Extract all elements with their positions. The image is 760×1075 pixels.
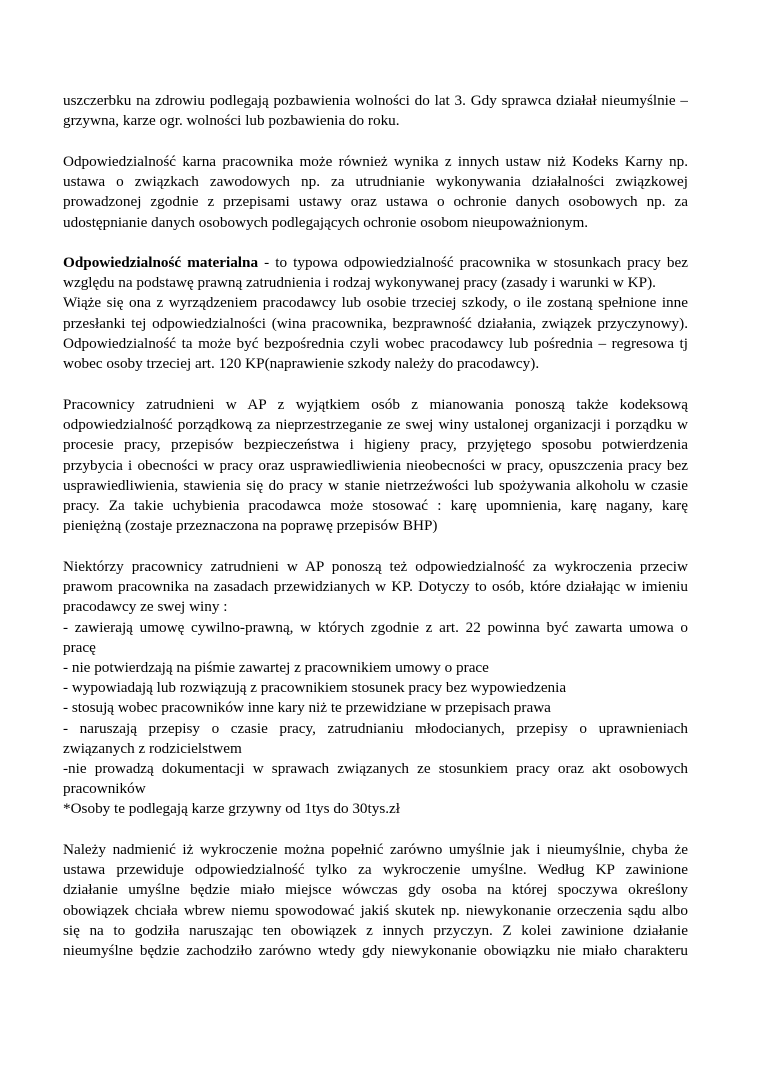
- text-line: procesie pracy, przepisów bezpieczeństwa i higieny pracy, przyjętego sposobu potwierdzenia: [63, 436, 688, 454]
- text-line: związanych z rodzicielstwem: [63, 739, 242, 757]
- text-line: obowiązek chciała wbrew niemu spowodować jakiś skutek np. niewykonanie orzeczenia sądu albo: [63, 901, 688, 919]
- paragraph-2: [63, 152, 688, 233]
- text-line: prowadzonej zgodnie z przepisami ustawy oraz ustawa o ochronie danych osobowych np. za: [63, 193, 688, 211]
- text-line: pracowników: [63, 780, 146, 798]
- text-fragment: - to typowa odpowiedzialność pracownika w stosunkach pracy bez: [258, 254, 688, 271]
- text-line: Wiąże się ona z wyrządzeniem pracodawcy lub osobie trzeciej szkody, o ile zostaną spełnione inne: [63, 294, 688, 312]
- text-line: pracy. Za takie uchybienia pracodawca może stosować : karę upomnienia, karę nagany, karę: [63, 496, 688, 514]
- list-item: - wypowiadają lub rozwiązują z pracownikiem stosunek pracy bez wypowiedzenia: [63, 679, 567, 697]
- paragraph-1: [63, 91, 688, 131]
- text-line: Niektórzy pracownicy zatrudnieni w AP ponoszą też odpowiedzialność za wykroczenia przeciw: [63, 558, 688, 575]
- list-item: - stosują wobec pracowników inne kary niż te przewidziane w przepisach prawa: [63, 699, 551, 717]
- text-line: Należy nadmienić iż wykroczenie można popełnić zarówno umyślnie jak i nieumyślnie, chyba że: [63, 841, 688, 858]
- text-line: ustawa o związkach zawodowych np. za utrudnianie wykonywania działalności związkowej: [63, 173, 688, 191]
- text-line: [63, 253, 688, 273]
- list-item: -nie prowadzą dokumentacji w sprawach związanych ze stosunkiem pracy oraz akt osobowych: [63, 759, 688, 777]
- text-line: udostępnianie danych osobowych podlegających ochronie osobom nieupoważnionym.: [63, 213, 589, 231]
- text-line: się na to godziła naruszając ten obowiązek z innych przyczyn. Z kolei zawinione działanie: [63, 921, 688, 939]
- text-line: przybycia i obecności w pracy oraz usprawiedliwienia nieobecności w pracy, opuszczenia pracy bez: [63, 456, 688, 474]
- paragraph-5: [63, 557, 688, 819]
- text-line: wobec osoby trzeciej art. 120 KP(naprawienie szkody należy do pracodawcy).: [63, 354, 540, 372]
- list-item: - nie potwierdzają na piśmie zawartej z pracownikiem umowy o prace: [63, 658, 489, 676]
- text-line: Odpowiedzialność ta może być bezpośrednia czyli wobec pracodawcy lub pośrednia – regresowa tj: [63, 334, 688, 352]
- note-line: *Osoby te podlegają karze grzywny od 1tys do 30tys.zł: [63, 800, 401, 818]
- list-item: - naruszają przepisy o czasie pracy, zatrudnianiu młodocianych, przepisy o uprawnieniach: [63, 719, 688, 737]
- text-line: nieumyślne będzie zachodziło zarówno wtedy gdy niewykonanie obowiązku nie miało charakteru: [63, 941, 688, 959]
- paragraph-4: [63, 395, 688, 536]
- text-line: uszczerbku na zdrowiu podlegają pozbawienia wolności do lat 3. Gdy sprawca działał nieumyślnie –: [63, 92, 688, 109]
- text-line: względu na podstawę prawną zatrudnienia i rodzaj wykonywanej pracy (zasady i warunki w KP).: [63, 274, 656, 292]
- text-line: odpowiedzialność porządkową za nieprzestrzeganie ze swej winy ustalonej organizacji i porządku w: [63, 416, 688, 434]
- text-line: ustawa przewiduje odpowiedzialność tylko za wykroczenie umyślne. Według KP zawinione: [63, 861, 688, 879]
- text-line: pieniężną (zostaje przeznaczona na poprawę przepisów BHP): [63, 517, 438, 535]
- text-line: prawom pracownika na zasadach przewidzianych w KP. Dotyczy to osób, które działając w imieniu: [63, 578, 688, 596]
- list-item: - zawierają umowę cywilno-prawną, w których zgodnie z art. 22 powinna być zawarta umowa o: [63, 618, 688, 636]
- paragraph-3: [63, 253, 688, 374]
- text-line: pracodawcy ze swej winy :: [63, 598, 228, 616]
- paragraph-6: [63, 840, 688, 961]
- text-line: Pracownicy zatrudnieni w AP z wyjątkiem osób z mianowania ponoszą także kodeksową: [63, 396, 688, 413]
- text-line: usprawiedliwienia, stawienia się do pracy w stanie nietrzeźwości lub spożywania alkoholu w czasie: [63, 476, 688, 494]
- text-line: pracę: [63, 638, 96, 656]
- section-heading: Odpowiedzialność materialna: [63, 254, 259, 271]
- text-line: Odpowiedzialność karna pracownika może również wynika z innych ustaw niż Kodeks Karny np.: [63, 153, 688, 170]
- text-line: przesłanki tej odpowiedzialności (wina pracownika, bezprawność działania, związek przyczynowy).: [63, 314, 688, 332]
- text-line: grzywna, karze ogr. wolności lub pozbawienia do roku.: [63, 112, 400, 130]
- text-line: działanie umyślne będzie miało miejsce wówczas gdy osoba na której spoczywa określony: [63, 881, 688, 899]
